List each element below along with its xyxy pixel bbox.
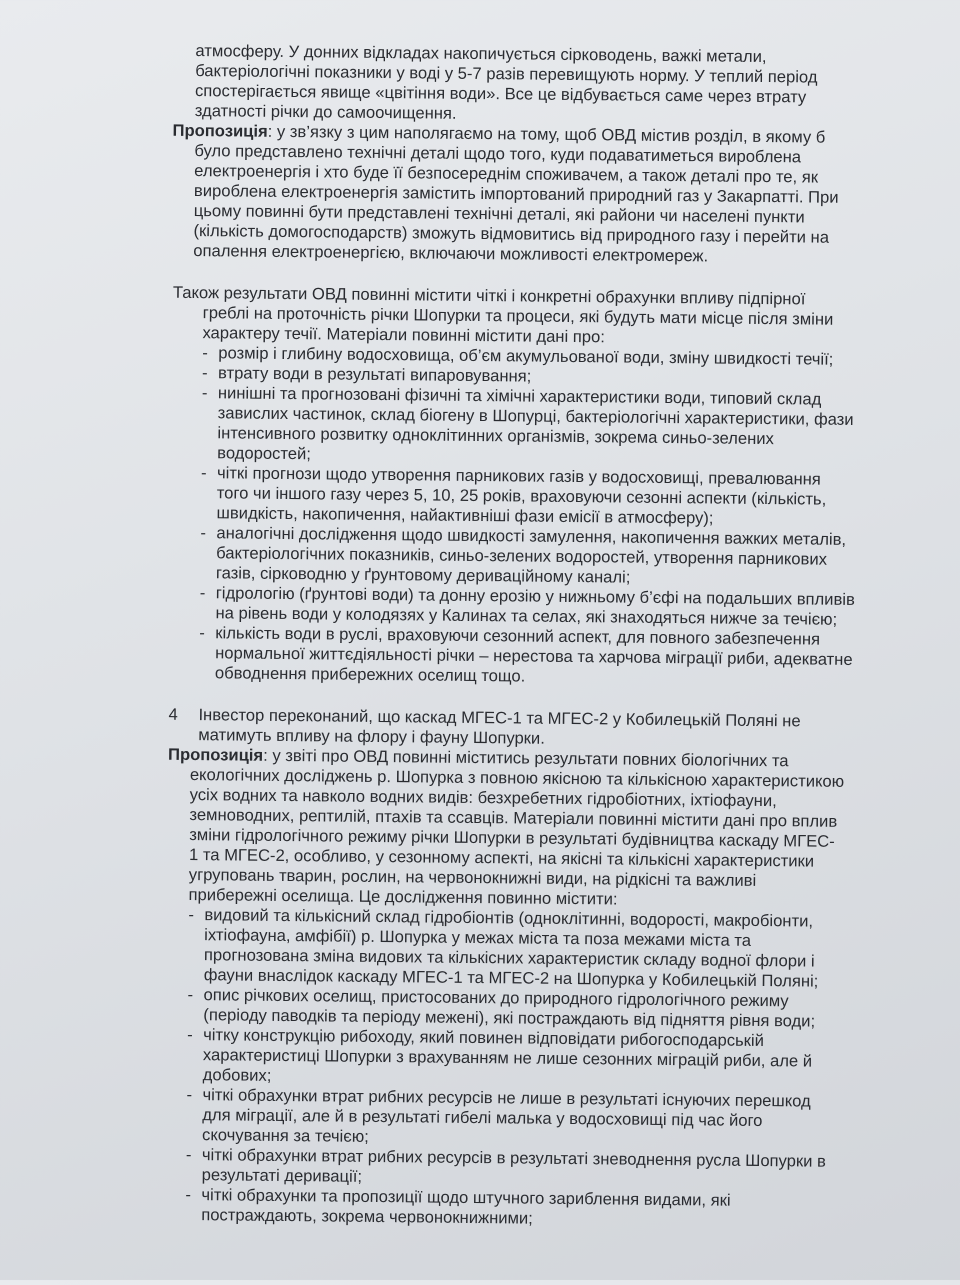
text-line: вироблена електроенергія замістить імпортований природний газ у Закарпатті. При xyxy=(193,181,839,207)
text-line: Також результати ОВД повинні містити чіткі і конкретні обрахунки впливу підпірної xyxy=(172,282,806,309)
text-line: Інвестор переконаний, що каскад МГЕС-1 та МГЕС-2 у Кобилецькій Поляні не xyxy=(198,705,801,731)
study-content-list xyxy=(185,905,843,1232)
list-item: - видовий та кількісний склад гідробіонтів (одноклітинні, водорості, макробіонти, іхтіофауна, амфібії) р. Шопурка у межах міста та поза межами міста та прогнозована зміна видових та кількісних характеристик складу водної флори і фауни внаслідок каскаду МГЕС-1 та МГЕС-2 на Шопурка у Кобилецькій Поляні; xyxy=(188,905,843,992)
text-line: усіх водних та навколо водних видів: безхребетних гідробіотних, іхтіофауни, xyxy=(189,785,777,811)
intro-paragraph xyxy=(195,41,818,128)
list-item: - аналогічні дослідження щодо швидкості замулення, накопичення важких металів, бактеріологічних показників, синьо-зелених водоростей, утворення парникових газів, сірководню у ґрунтовому дериваційному каналі; xyxy=(200,523,856,590)
list-item: - гідрологію (ґрунтові води) та донну ерозію у нижньому б’єфі на подальших впливів на рівень води у колодязях у Калинах та селах, які знаходяться нижче за течією; xyxy=(199,583,854,630)
ovd-data-list xyxy=(199,343,858,690)
text-line: земноводних, рептилій, птахів та ссавців. Матеріали повинні містити дані про вплив xyxy=(189,805,838,831)
list-item: - чіткі прогнози щодо утворення парникових газів у водосховищі, превалювання того чи іншого газу через 5, 10, 25 років, враховуючи сезонні аспекти (кількість, швидкість, накопичення, найактивніші фази емісії в атмосферу); xyxy=(201,463,857,530)
text-line: характеру течії. Матеріали повинні містити дані про: xyxy=(202,323,605,347)
text-line: електроенергія і хто буде її безпосереднім споживачем, а також деталі про те, як xyxy=(194,161,819,187)
list-item: - чіткі обрахунки та пропозиції щодо штучного зариблення видами, які постраждають, зокрема червонокнижними; xyxy=(185,1185,840,1232)
ovd-results-paragraph xyxy=(169,283,858,690)
list-item: - опис річкових оселищ, пристосованих до природного гідрологічного режиму (періоду паводків та періоду межені), які постраждають від підняття рівня води; xyxy=(187,985,842,1032)
text-line: прибережні оселища. Це дослідження повинно містити: xyxy=(188,884,618,909)
text-line: (кількість домогосподарств) зможуть відмовитись від природного газу і перейти на xyxy=(193,221,830,247)
list-item: - кількість води в руслі, враховуючи сезонний аспект, для повного забезпечення нормальної життєдіяльності річки – нерестова та харчова міграції риби, адекватне обводнення прибережних оселищ тощо. xyxy=(199,623,855,690)
proposal-1 xyxy=(171,121,839,268)
text-line: матимуть впливу на флору і фауну Шопурки. xyxy=(198,725,545,748)
list-item: - розмір і глибину водосховища, об’єм акумульованої води, зміну швидкості течії; xyxy=(202,343,857,370)
proposal-label: Пропозиція xyxy=(167,744,264,765)
text-line: спостерігається явище «цвітіння води». Все це відбувається саме через втрату xyxy=(194,81,807,107)
text-line: бактеріологічні показники у воді у 5-7 разів перевищують норму. У теплий період xyxy=(195,61,818,87)
text-line: атмосферу. У донних відкладах накопичується сірководень, важкі метали, xyxy=(195,41,767,67)
text-line: цьому повинні бути представлені технічні деталі, які райони чи населені пункти xyxy=(193,201,805,227)
proposal-label: Пропозиція xyxy=(172,120,268,141)
text-line: угруповань тварин, рослин, на червонокнижні види, на рідкісні та важливі xyxy=(188,864,757,890)
list-item: - втрату води в результаті випаровування; xyxy=(202,363,857,390)
point-number: 4 xyxy=(168,704,178,724)
point-4 xyxy=(168,705,801,752)
list-item: - чіткі обрахунки втрат рибних ресурсів не лише в результаті існуючих перешкод для міграції, але й в результаті гибелі малька у водосховищі під час його скочування за течією; xyxy=(186,1085,841,1152)
text-line: екологічних досліджень р. Шопурка з повною якісною та кількісною характеристикою xyxy=(189,765,845,791)
list-item: - чітку конструкцію рибоходу, який повинен відповідати рибогосподарській характеристиці Шопурки з врахуванням не лише сезонних міграцій риби, але й добових; xyxy=(187,1025,842,1092)
text-line: опалення електроенергією, включаючи можливості електромереж. xyxy=(193,241,709,266)
text-line: здатності річки до самоочищення. xyxy=(194,101,457,123)
text-line: було представлено технічні деталі щодо того, куди подаватиметься вироблена xyxy=(194,141,802,167)
text-line: греблі на проточність річки Шопурки та процеси, які будуть мати місце після зміни xyxy=(202,303,834,329)
text-line: : у звіті про ОВД повинні міститись результати повних біологічних та xyxy=(263,745,789,771)
text-line: зміни гідрологічного режиму річки Шопурки в результаті будівництва каскаду МГЕС- xyxy=(189,825,835,851)
list-item: - нинішні та прогнозовані фізичні та хімічні характеристики води, типовий склад завислих частинок, склад біогену в Шопурці, бактеріологічні характеристики, фази інтенсивного розвитку одноклітинних організмів, зокрема синьо-зелених водоростей; xyxy=(201,383,857,470)
proposal-2 xyxy=(163,745,844,1232)
text-line: : у зв’язку з цим наполягаємо на тому, щоб ОВД містив розділ, в якому б xyxy=(267,121,826,147)
list-item: - чіткі обрахунки втрат рибних ресурсів в результаті зневоднення русла Шопурки в результаті деривації; xyxy=(186,1145,841,1192)
text-line: 1 та МГЕС-2, особливо, у сезонному аспекті, на якісні та кількісні характеристики xyxy=(188,845,815,871)
